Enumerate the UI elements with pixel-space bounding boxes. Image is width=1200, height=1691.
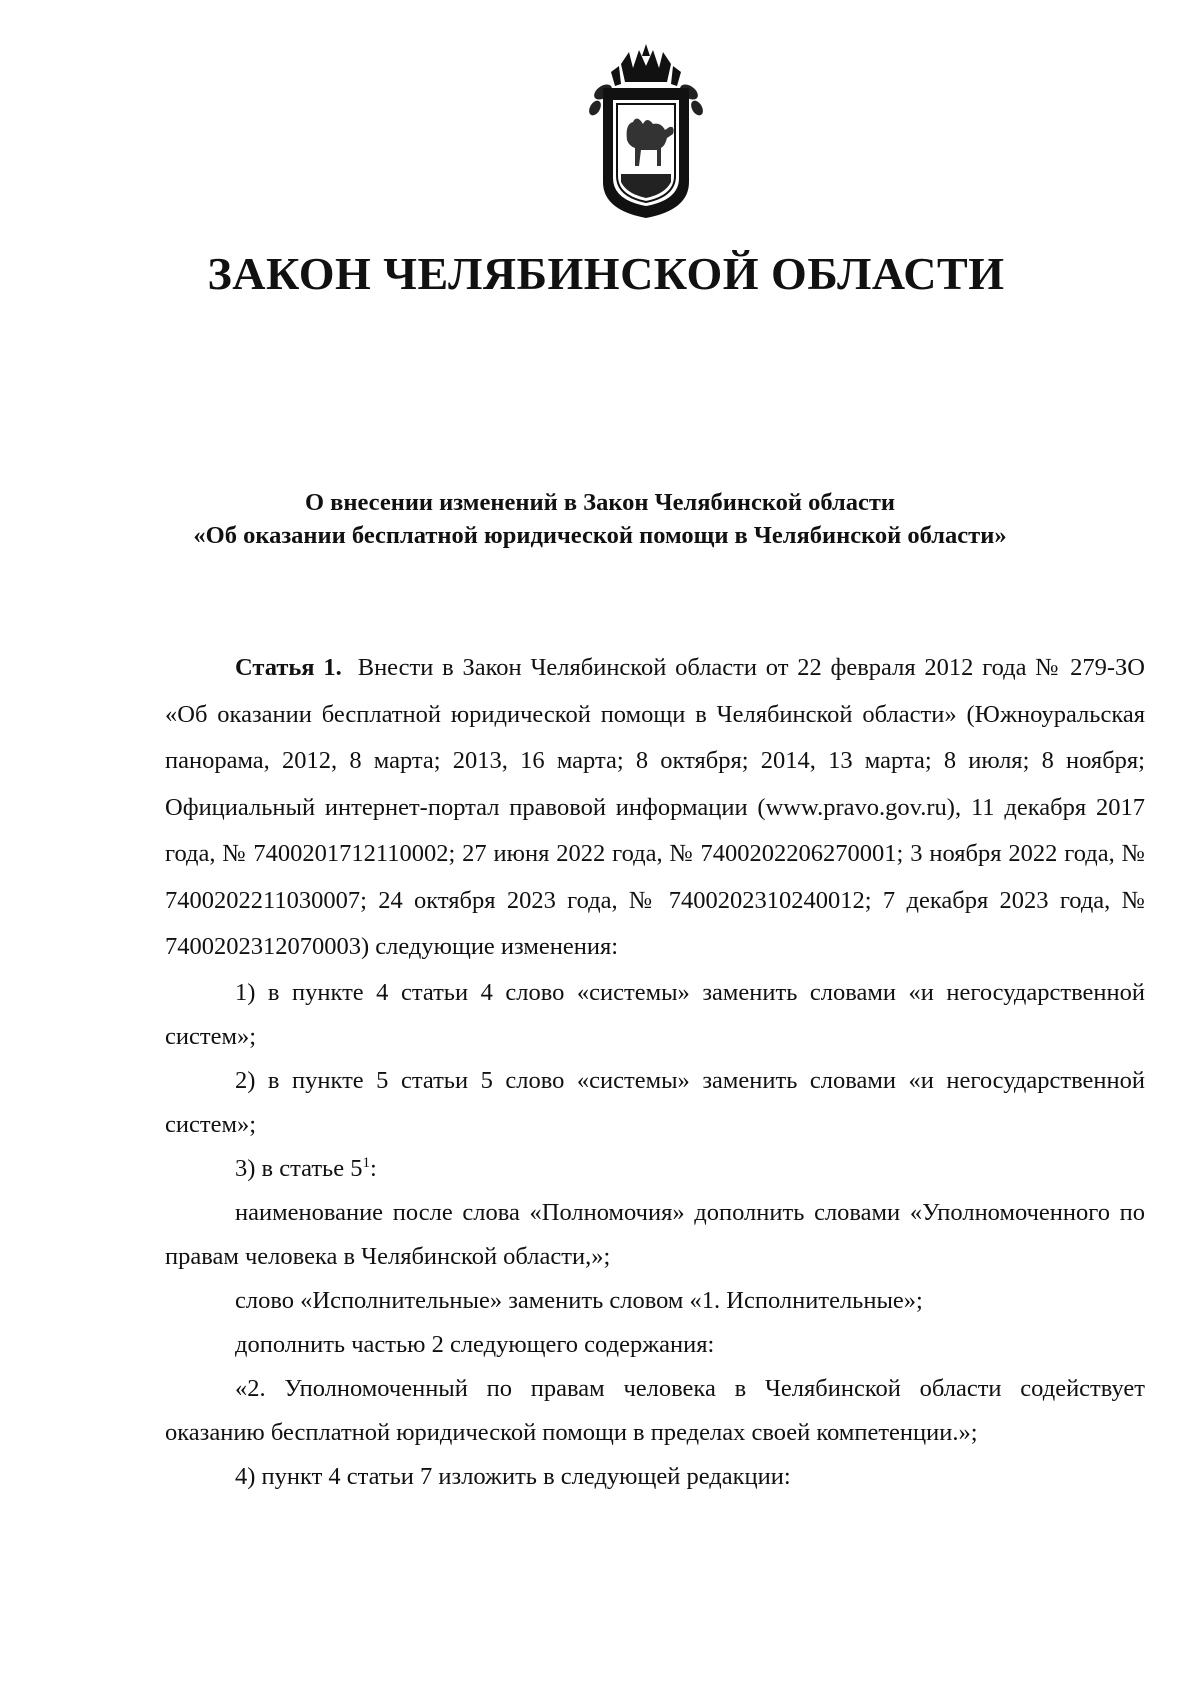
item3-prefix: 3) в статье 5 <box>235 1154 363 1182</box>
list-item: 4) пункт 4 статьи 7 изложить в следующей редакции: <box>235 1462 791 1490</box>
list-item <box>165 1147 1145 1191</box>
subtitle-line-1: О внесении изменений в Закон Челябинской области <box>304 489 896 516</box>
law-subtitle <box>0 486 1200 552</box>
law-body <box>165 645 1145 1499</box>
item3-suffix: : <box>369 1154 377 1182</box>
list-item: наименование после слова «Полномочия» дополнить словами «Уполномоченного по правам человека в Челябинской области,»; <box>165 1198 1145 1270</box>
list-item: 2) в пункте 5 статьи 5 слово «системы» заменить словами «и негосударственной систем»; <box>165 1066 1145 1138</box>
list-item: дополнить частью 2 следующего содержания: <box>235 1330 715 1358</box>
list-item: «2. Уполномоченный по правам человека в Челябинской области содействует оказанию бесплатной юридической помощи в пределах своей компетенции.»; <box>165 1374 1145 1446</box>
law-title: ЗАКОН ЧЕЛЯБИНСКОЙ ОБЛАСТИ <box>207 248 1005 299</box>
article-label: Статья 1. <box>235 654 342 681</box>
article-intro-text: Внести в Закон Челябинской области от 22 февраля 2012 года № 279-ЗО «Об оказании бесплатной юридической помощи в Челябинской области» (Южноуральская панорама, 2012, 8 марта; 2013, 16 марта; 8 октября; 2014, 13 марта; 8 июля; 8 ноября; Официальный интернет-портал правовой информации (www.pravo.gov.ru), 11 декабря 2017 года, № 7400201712110002; 27 июня 2022 года, № 7400202206270001; 3 ноября 2022 года, № 7400202211030007; 24 октября 2023 года, № 7400202310240012; 7 декабря 2023 года, № 7400202312070003) следующие изменения: <box>165 654 1145 960</box>
item3-superscript: 1 <box>362 1154 370 1171</box>
article-1-intro <box>165 645 1145 971</box>
subtitle-line-2: «Об оказании бесплатной юридической помощи в Челябинской области» <box>193 522 1007 549</box>
list-item: слово «Исполнительные» заменить словом «1. Исполнительные»; <box>235 1286 923 1314</box>
list-item: 1) в пункте 4 статьи 4 слово «системы» заменить словами «и негосударственной систем»; <box>165 978 1145 1050</box>
chelyabinsk-coat-of-arms-icon <box>581 42 711 222</box>
